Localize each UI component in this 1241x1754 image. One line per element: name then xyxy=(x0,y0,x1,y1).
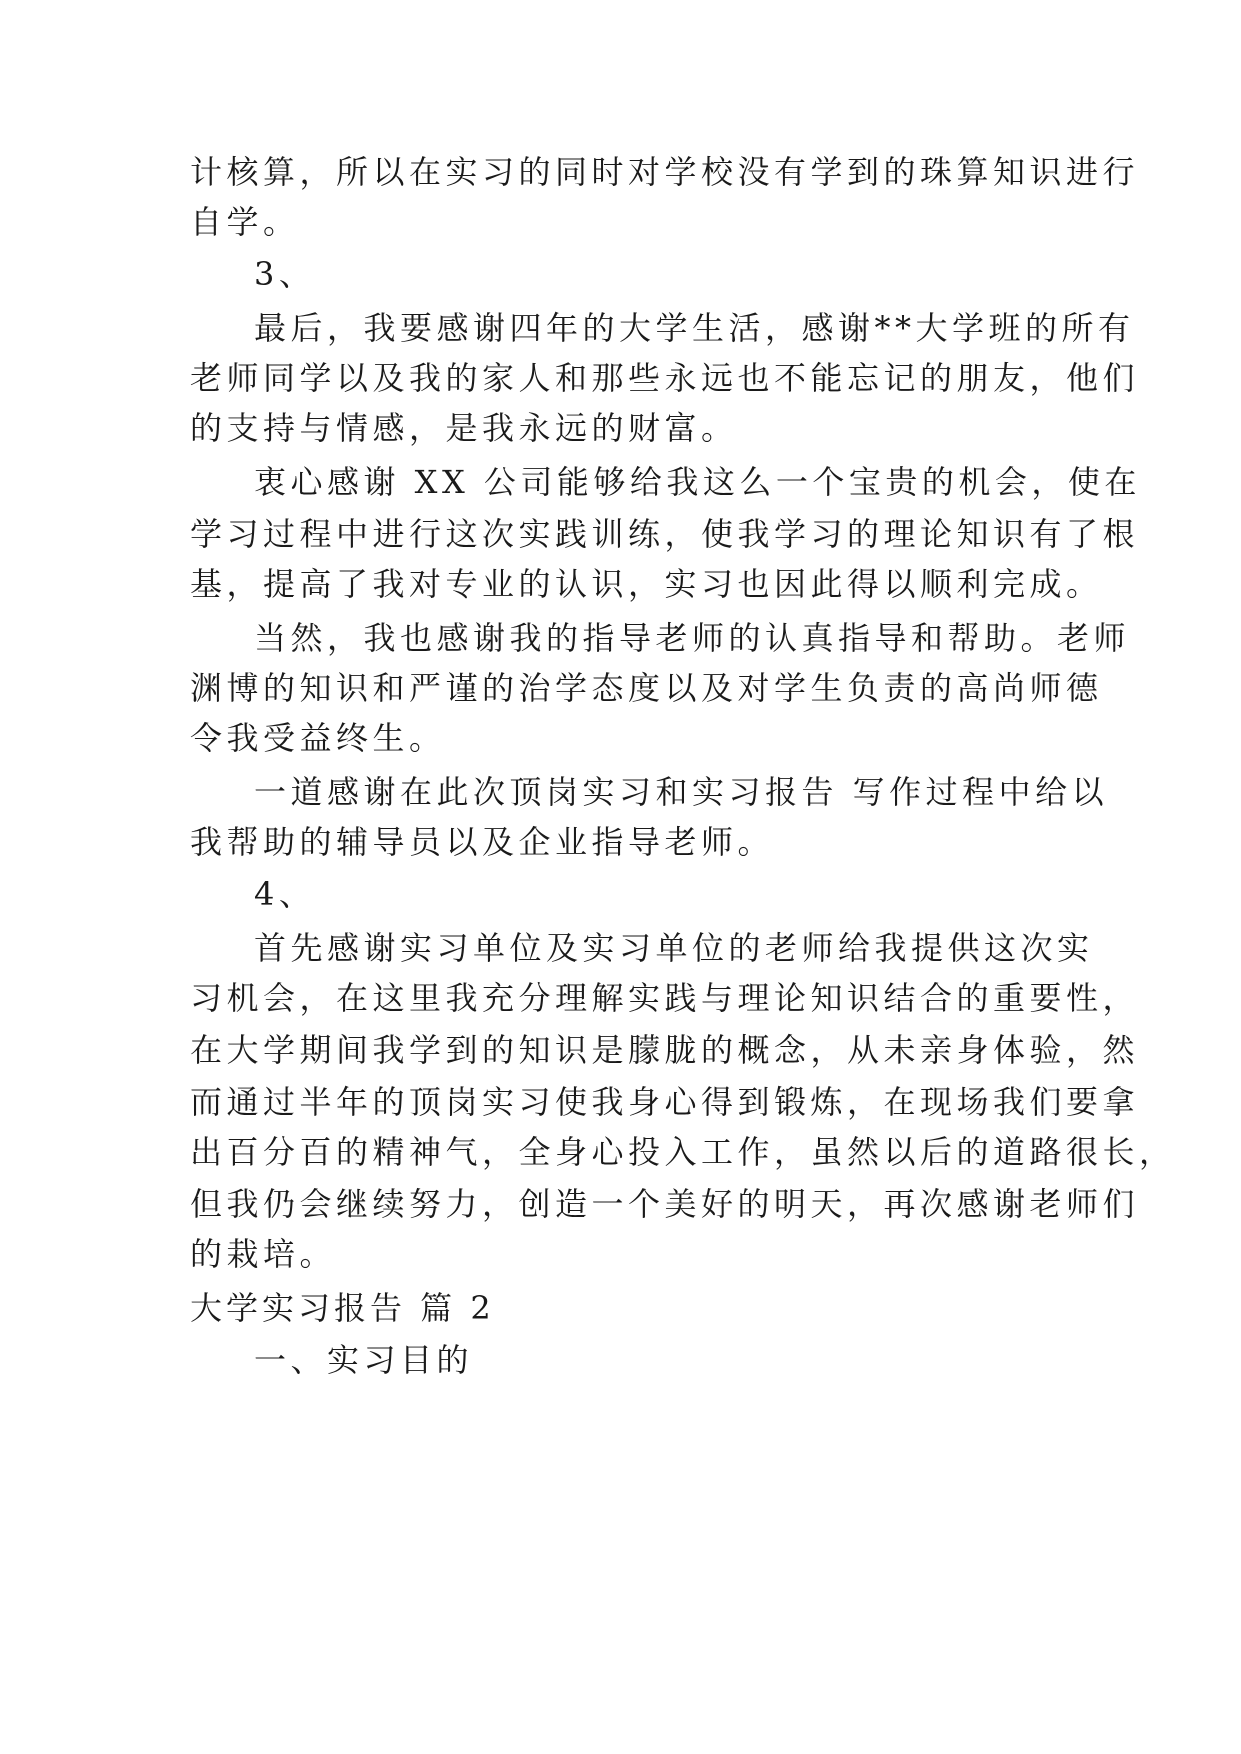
subsection-heading: 一、实习目的 xyxy=(254,1341,474,1379)
paragraph-line: 的支持与情感，是我永远的财富。 xyxy=(190,409,738,447)
paragraph-line: 老师同学以及我的家人和那些永远也不能忘记的朋友，他们 xyxy=(190,359,1140,397)
paragraph-line: 计核算，所以在实习的同时对学校没有学到的珠算知识进行 xyxy=(190,153,1140,191)
section-number: 4、 xyxy=(254,875,316,913)
paragraph-line: 我帮助的辅导员以及企业指导老师。 xyxy=(190,823,775,861)
paragraph-line: 最后，我要感谢四年的大学生活，感谢**大学班的所有 xyxy=(254,309,1135,347)
paragraph-line: 出百分百的精神气，全身心投入工作，虽然以后的道路很长， xyxy=(190,1133,1176,1171)
paragraph-line: 一道感谢在此次顶岗实习和实习报告 写作过程中给以 xyxy=(254,773,1109,811)
section-heading: 大学实习报告 篇 2 xyxy=(190,1289,495,1327)
paragraph-line: 衷心感谢 XX 公司能够给我这么一个宝贵的机会，使在 xyxy=(254,463,1141,501)
paragraph-line: 基，提高了我对专业的认识，实习也因此得以顺利完成。 xyxy=(190,565,1103,603)
paragraph-line: 自学。 xyxy=(190,203,300,241)
paragraph-line: 学习过程中进行这次实践训练，使我学习的理论知识有了根 xyxy=(190,515,1140,553)
paragraph-line: 当然，我也感谢我的指导老师的认真指导和帮助。老师 xyxy=(254,619,1131,657)
paragraph-line: 的栽培。 xyxy=(190,1235,337,1273)
paragraph-line: 令我受益终生。 xyxy=(190,719,446,757)
paragraph-line: 习机会，在这里我充分理解实践与理论知识结合的重要性， xyxy=(190,979,1140,1017)
paragraph-line: 在大学期间我学到的知识是朦胧的概念，从未亲身体验，然 xyxy=(190,1031,1140,1069)
paragraph-line: 而通过半年的顶岗实习使我身心得到锻炼，在现场我们要拿 xyxy=(190,1083,1140,1121)
paragraph-line: 首先感谢实习单位及实习单位的老师给我提供这次实 xyxy=(254,929,1094,967)
paragraph-line: 渊博的知识和严谨的治学态度以及对学生负责的高尚师德 xyxy=(190,669,1103,707)
paragraph-line: 但我仍会继续努力，创造一个美好的明天，再次感谢老师们 xyxy=(190,1185,1140,1223)
section-number: 3、 xyxy=(254,255,316,293)
